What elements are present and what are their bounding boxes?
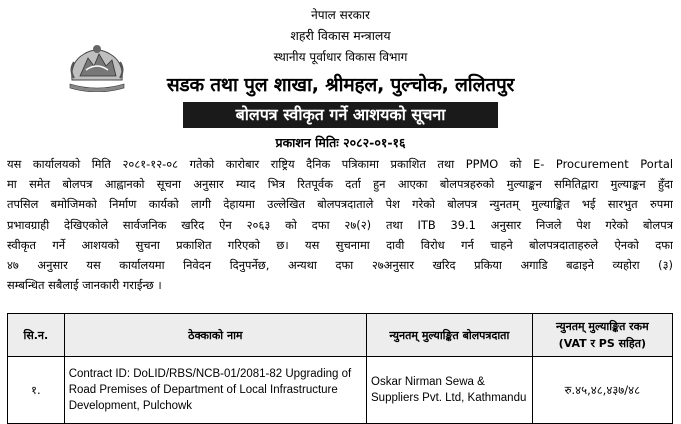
government-name: नेपाल सरकार	[311, 8, 370, 22]
body-line: यस कार्यालयको मिति २०८१-१२-०८ गतेको कारोबार राष्ट्रिय दैनिक पत्रिकामा प्रकाशित तथा PPMO को E- Procurement Portal	[7, 157, 673, 171]
body-line: मा समेत बोलपत्र आह्वानको सूचना अनुसार म्याद भित्र रितपूर्वक दर्ता हुन आएका बोलपत्रहरुको मुल्याङ्कन समितिद्वारा मुल्याङ्कन हुँदा	[7, 177, 673, 192]
table-header-row	[8, 314, 673, 357]
office-name: सडक तथा पुल शाखा, श्रीमहल, पुल्चोक, ललितपुर	[166, 74, 515, 96]
body-line: स्वीकृत गर्ने आशयको सुचना प्रकाशित गरिएको छ। यस सुचनामा दावी विरोध गर्न चाहने बोलपत्रदाताहरुले ऐनको दफा	[7, 237, 673, 252]
header-bidder: न्युनतम् मुल्याङ्कित बोलपत्रदाता	[367, 314, 533, 357]
header-amount-line2: (VAT र PS सहित)	[558, 337, 647, 350]
body-line: सम्बन्धित सबैलाई जानकारी गराईन्छ ।	[7, 278, 162, 293]
header-contract: ठेक्काको नाम	[64, 314, 366, 357]
publication-date: प्रकाशन मितिः २०८२-०१-१६	[275, 135, 406, 150]
notice-body	[7, 154, 673, 295]
bid-table	[7, 313, 673, 424]
notice-title: बोलपत्र स्वीकृत गर्ने आशयको सूचना	[183, 102, 498, 128]
header-sn: सि.न.	[8, 314, 65, 357]
header-amount	[532, 314, 672, 357]
row-contract: Contract ID: DoLID/RBS/NCB-01/2081-82 Upgrading of Road Premises of Department of Local Infrastructure Development, Pulchowk	[64, 357, 366, 424]
row-amount: रु.४५,४८,४३७/४८	[532, 357, 672, 424]
body-line: तपसिल बमोजिमको निर्माण कार्यको लागी देहायमा उल्लेखित बोलपत्रदाताले पेश गरेको बोलपत्र न्युनतम् मुल्याङ्कित भई सारभुत रुपमा	[7, 197, 673, 212]
row-sn: १.	[8, 357, 65, 424]
header-amount-line1: न्युनतम् मुल्याङ्कित रकम	[556, 320, 649, 333]
row-bidder: Oskar Nirman Sewa & Suppliers Pvt. Ltd, Kathmandu	[367, 357, 533, 424]
body-line: प्रभावग्राही देखिएकोले सार्वजनिक खरिद ऐन २०६३ को दफा २७(२) तथा ITB 39.1 अनुसार निजले पेश गरेको बोलपत्र	[7, 217, 673, 232]
body-line: ४७ अनुसार यस कार्यालयमा निवेदन दिनुपर्नेछ, अन्यथा दफा २७अनुसार खरिद प्रकिया अगाडि बढाइने व्यहोरा (३)	[7, 258, 673, 273]
table-row	[8, 357, 673, 424]
department-name: स्थानीय पूर्वाधार विकास विभाग	[273, 50, 408, 64]
ministry-name: शहरी विकास मन्त्रालय	[290, 28, 391, 43]
